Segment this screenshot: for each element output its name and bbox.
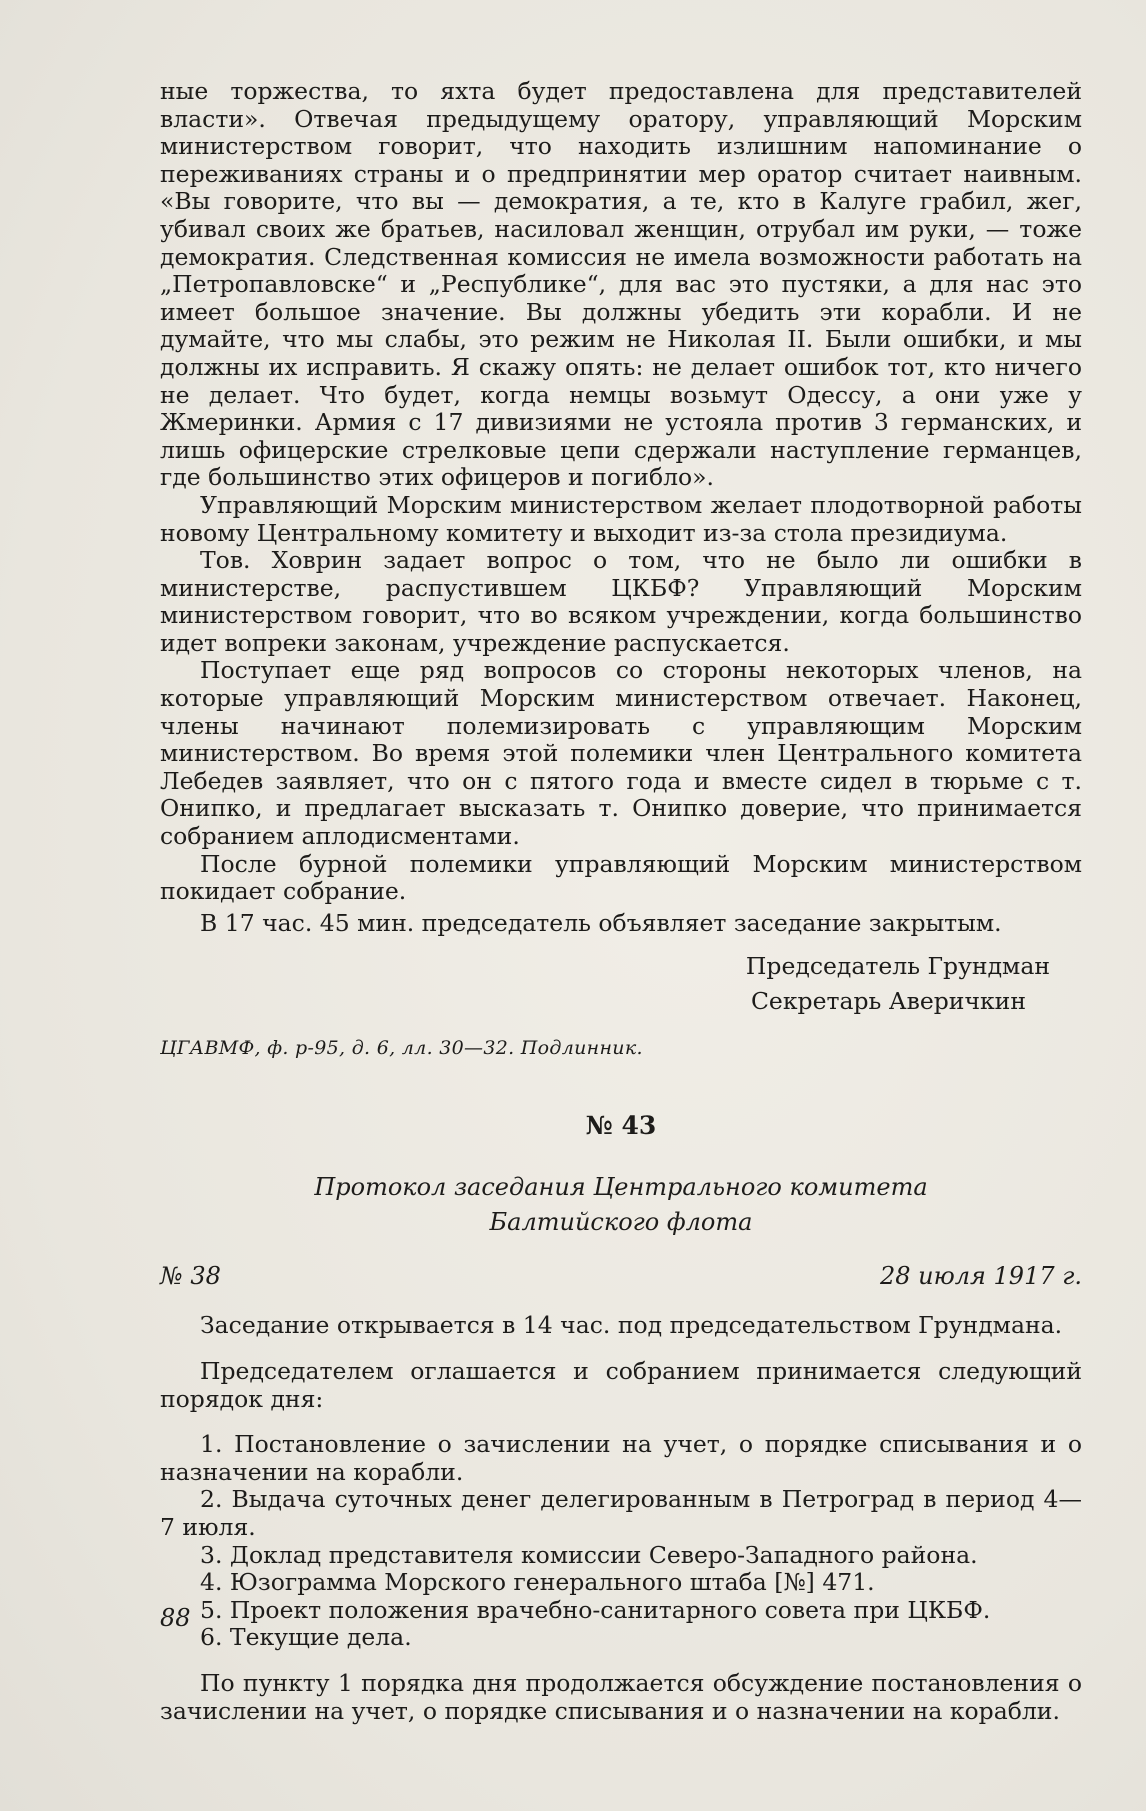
archive-source-note: ЦГАВМФ, ф. р-95, д. 6, лл. 30—32. Подлинник.: [160, 1037, 643, 1060]
agenda-item: 2. Выдача суточных денег делегированным в Петроград в период 4—7 июля.: [160, 1485, 1082, 1541]
document-title: [160, 1170, 1082, 1240]
paragraph-khovrin-question: Тов. Ховрин задает вопрос о том, что не было ли ошибки в министерстве, распустившем ЦКБФ? Управляющий Морским министерством говорит, что во всяком учреждении, когда большинство идет вопреки законам, учреждение распускается.: [160, 546, 1082, 657]
closing-paragraph: По пункту 1 порядка дня продолжается обсуждение постановления о зачислении на учет, о порядке списывания и о назначении на корабли.: [160, 1668, 1082, 1725]
agenda-item: 5. Проект положения врачебно-санитарного совета при ЦКБФ.: [200, 1595, 991, 1624]
protocol-meta: [160, 1262, 1082, 1290]
agenda-list: [160, 1431, 1082, 1652]
opening-paragraph: Заседание открывается в 14 час. под председательством Грундмана.: [200, 1311, 1063, 1340]
agenda-intro: Председателем оглашается и собранием принимается следующий порядок дня:: [160, 1357, 1082, 1413]
agenda-item: 6. Текущие дела.: [200, 1623, 412, 1652]
secretary-signature: Секретарь Аверичкин: [750, 987, 1026, 1016]
agenda-item: 3. Доклад представителя комиссии Северо-Западного района.: [200, 1540, 978, 1569]
agenda-item: 4. Юзограмма Морского генерального штаба [№] 471.: [200, 1568, 875, 1597]
document-number: № 43: [585, 1111, 657, 1141]
document-title-line-1: Протокол заседания Центрального комитета: [314, 1173, 928, 1202]
paragraph-minister-departs: После бурной полемики управляющий Морским министерством покидает собрание.: [160, 849, 1082, 906]
main-text: [160, 78, 1082, 937]
paragraph-minister-leaves: Управляющий Морским министерством желает плодотворной работы новому Центральному комитету и выходит из-за стола президиума.: [160, 490, 1082, 547]
agenda-item: 1. Постановление о зачислении на учет, о порядке списывания и о назначении на корабли.: [160, 1430, 1082, 1486]
paragraph-polemics: Поступает еще ряд вопросов со стороны некоторых членов, на которые управляющий Морским министерством отвечает. Наконец, члены начинают полемизировать с управляющим Морским министерством. Во время этой полемики член Центрального комитета Лебедев заявляет, что он с пятого года и вместе сидел в тюрьме с т. Онипко, и предлагает высказать т. Онипко доверие, что принимается собранием аплодисментами.: [160, 656, 1082, 851]
protocol-date: 28 июля 1917 г.: [879, 1262, 1082, 1291]
protocol-text: [160, 1312, 1082, 1725]
paragraph-continuation: ные торжества, то яхта будет предоставлена для представителей власти». Отвечая предыдущему оратору, управляющий Морским министерством говорит, что находить излишним напоминание о переживаниях страны и о предпринятии мер оратор считает наивным. «Вы говорите, что вы — демократия, а те, кто в Калуге грабил, жег, убивал своих же братьев, насиловал женщин, отрубал им руки, — тоже демократия. Следственная комиссия не имела возможности работать на „Петропавловске“ и „Республике“, для вас это пустяки, а для нас это имеет большое значение. Вы должны убедить эти корабли. И не думайте, что мы слабы, это режим не Николая II. Были ошибки, и мы должны их исправить. Я скажу опять: не делает ошибок тот, кто ничего не делает. Что будет, когда немцы возьмут Одессу, а они уже у Жмеринки. Армия с 17 дивизиями не устояла против 3 германских, и лишь офицерские стрелковые цепи сдержали наступление германцев, где большинство этих офицеров и погибло».: [160, 77, 1082, 492]
document-title-line-2: Балтийского флота: [489, 1208, 753, 1237]
chairman-signature: Председатель Грундман: [745, 952, 1050, 981]
protocol-number: № 38: [160, 1262, 221, 1291]
paragraph-meeting-closed: В 17 час. 45 мин. председатель объявляет заседание закрытым.: [200, 908, 1002, 937]
page-number: 88: [160, 1604, 191, 1632]
